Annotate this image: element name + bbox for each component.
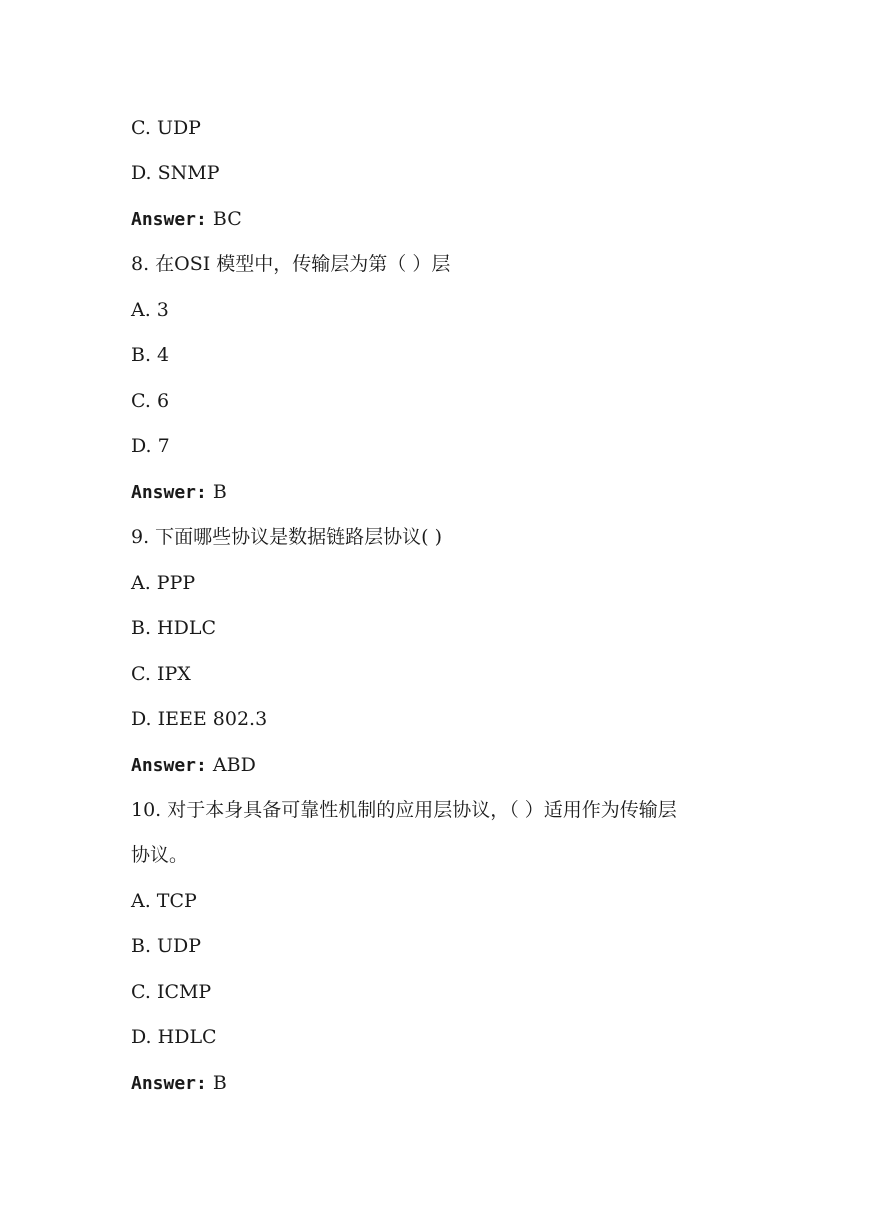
option-d: D. IEEE 802.3 [131, 708, 268, 730]
option-c: C. ICMP [131, 981, 212, 1003]
question-10: 10. 对于本身具备可靠性机制的应用层协议，（ ）适用作为传输层 [131, 799, 677, 821]
question-8: 8. 在OSI 模型中，传输层为第（ ）层 [131, 253, 451, 275]
option-a: A. PPP [131, 572, 196, 594]
answer-value: BC [212, 208, 242, 230]
option-b: B. UDP [131, 935, 202, 957]
option-b: B. HDLC [131, 617, 216, 639]
answer-label: Answer: [131, 209, 207, 230]
answer-q9 [131, 753, 256, 778]
option-a: A. TCP [131, 890, 197, 912]
option-d: D. HDLC [131, 1026, 217, 1048]
answer-value: B [212, 481, 227, 503]
answer-value: B [212, 1072, 227, 1094]
answer-q8 [131, 480, 227, 505]
option-c-udp: C. UDP [131, 117, 201, 139]
question-9: 9. 下面哪些协议是数据链路层协议( ) [131, 526, 443, 548]
option-c: C. 6 [131, 390, 170, 412]
answer-q7 [131, 207, 242, 232]
answer-label: Answer: [131, 1073, 207, 1094]
option-c: C. IPX [131, 663, 191, 685]
answer-label: Answer: [131, 482, 207, 503]
answer-label: Answer: [131, 755, 207, 776]
answer-q10 [131, 1071, 227, 1096]
answer-value: ABD [212, 754, 256, 776]
option-d-snmp: D. SNMP [131, 162, 220, 184]
option-b: B. 4 [131, 344, 170, 366]
option-a: A. 3 [131, 299, 169, 321]
question-10-continuation: 协议。 [131, 844, 189, 866]
option-d: D. 7 [131, 435, 170, 457]
